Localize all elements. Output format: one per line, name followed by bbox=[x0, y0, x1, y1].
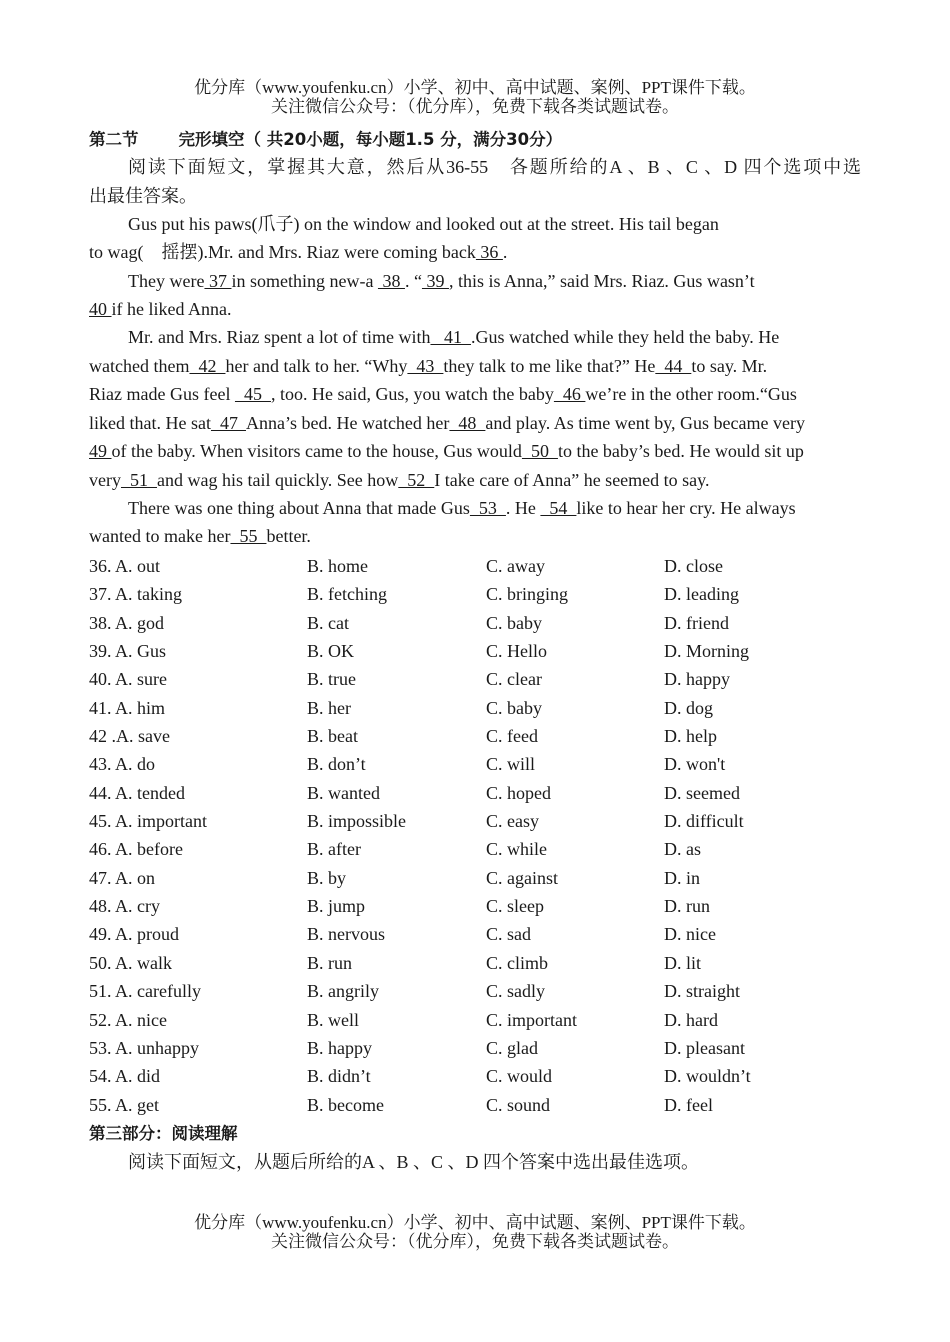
option-a: 47. A. on bbox=[89, 867, 156, 888]
option-b: B. don’t bbox=[307, 754, 366, 775]
option-c: C. important bbox=[486, 1009, 577, 1030]
passage-line-8: liked that. He sat 47 Anna’s bed. He watched her 48 and play. As time went by, Gus became very bbox=[89, 413, 806, 433]
blank-38: 38 bbox=[377, 271, 405, 291]
blank-42: 42 bbox=[189, 356, 226, 376]
blank-51: 51 bbox=[120, 470, 157, 490]
passage-line-10: very 51 and wag his tail quickly. See how 52 I take care of Anna” he seemed to say. bbox=[89, 470, 710, 490]
option-c: C. baby bbox=[486, 612, 542, 633]
option-b: B. happy bbox=[307, 1037, 372, 1058]
blank-39: 39 bbox=[421, 271, 449, 291]
blank-43: 43 bbox=[407, 356, 444, 376]
option-a: 49. A. proud bbox=[89, 924, 179, 945]
option-a: 54. A. did bbox=[89, 1066, 161, 1087]
option-a: 52. A. nice bbox=[89, 1009, 167, 1030]
option-c: C. while bbox=[486, 839, 547, 860]
option-c: C. sadly bbox=[486, 981, 546, 1002]
blank-52: 52 bbox=[398, 470, 435, 490]
option-a: 46. A. before bbox=[89, 839, 183, 860]
passage-line-12: wanted to make her 55 better. bbox=[89, 526, 311, 546]
blank-46: 46 bbox=[553, 384, 586, 404]
option-a: 50. A. walk bbox=[89, 952, 172, 973]
option-d: D. nice bbox=[664, 924, 716, 945]
option-c: C. hoped bbox=[486, 782, 551, 803]
section-3-instruction: 阅读下面短文，从题后所给的A 、B 、C 、D 四个答案中选出最佳选项。 bbox=[128, 1152, 700, 1172]
option-d: D. in bbox=[664, 867, 700, 888]
option-c: C. Hello bbox=[486, 641, 547, 662]
option-row-38 bbox=[89, 609, 869, 637]
option-b: B. become bbox=[307, 1094, 384, 1115]
option-d: D. feel bbox=[664, 1094, 713, 1115]
option-d: D. difficult bbox=[664, 811, 744, 832]
option-b: B. OK bbox=[307, 641, 355, 662]
option-a: 41. A. him bbox=[89, 697, 166, 718]
option-b: B. nervous bbox=[307, 924, 385, 945]
section-2-label: 第二节 bbox=[89, 130, 139, 149]
passage-line-4: 40 if he liked Anna. bbox=[89, 299, 232, 319]
page-header bbox=[0, 78, 950, 116]
option-c: C. clear bbox=[486, 669, 542, 690]
option-b: B. beat bbox=[307, 726, 358, 747]
option-b: B. fetching bbox=[307, 584, 387, 605]
passage-line-9: 49 of the baby. When visitors came to the house, Gus would 50 to the baby’s bed. He would sit up bbox=[89, 441, 804, 461]
blank-53: 53 bbox=[469, 498, 506, 518]
header-line-2: 关注微信公众号：（优分库），免费下载各类试题试卷。 bbox=[271, 97, 679, 116]
option-a: 44. A. tended bbox=[89, 782, 185, 803]
option-row-55 bbox=[89, 1091, 869, 1119]
option-b: B. angrily bbox=[307, 981, 379, 1002]
option-c: C. glad bbox=[486, 1037, 538, 1058]
option-a: 39. A. Gus bbox=[89, 641, 167, 662]
option-c: C. bringing bbox=[486, 584, 569, 605]
section-3-title: 第三部分：阅读理解 bbox=[89, 1124, 238, 1143]
option-row-40 bbox=[89, 665, 869, 693]
option-d: D. dog bbox=[664, 697, 713, 718]
option-d: D. lit bbox=[664, 952, 702, 973]
option-b: B. true bbox=[307, 669, 356, 690]
option-d: D. friend bbox=[664, 612, 729, 633]
option-d: D. happy bbox=[664, 669, 730, 690]
passage-line-6: watched them 42 her and talk to her. “Why 43 they talk to me like that?” He 44 to say. Mr. bbox=[89, 356, 768, 376]
option-b: B. cat bbox=[307, 612, 349, 633]
option-a: 36. A. out bbox=[89, 556, 161, 576]
option-row-39 bbox=[89, 637, 869, 665]
option-a: 43. A. do bbox=[89, 754, 156, 775]
option-d: D. pleasant bbox=[664, 1037, 745, 1058]
option-row-41 bbox=[89, 694, 869, 722]
option-c: C. sound bbox=[486, 1094, 551, 1115]
option-d: D. wouldn’t bbox=[664, 1066, 751, 1087]
section-2-instruction-1: 阅读下面短文，掌握其大意，然后从36-55 各题所给的A 、B 、C 、D 四个选项中选 bbox=[128, 157, 861, 177]
blank-44: 44 bbox=[655, 356, 692, 376]
option-d: D. as bbox=[664, 839, 701, 860]
blank-55: 55 bbox=[230, 526, 267, 546]
option-row-45 bbox=[89, 807, 869, 835]
footer-line-2: 关注微信公众号：（优分库），免费下载各类试题试卷。 bbox=[271, 1232, 679, 1251]
option-a: 40. A. sure bbox=[89, 669, 167, 690]
blank-41: 41 bbox=[430, 327, 471, 347]
passage-line-5: Mr. and Mrs. Riaz spent a lot of time with 41 .Gus watched while they held the baby. He bbox=[128, 327, 780, 347]
option-b: B. by bbox=[307, 867, 347, 888]
blank-54: 54 bbox=[540, 498, 577, 518]
passage-line-1: Gus put his paws(爪子) on the window and looked out at the street. His tail began bbox=[128, 214, 719, 234]
passage-line-2: to wag( 摇摆).Mr. and Mrs. Riaz were coming back 36 . bbox=[89, 242, 508, 262]
option-b: B. run bbox=[307, 952, 352, 973]
option-row-42 bbox=[89, 722, 869, 750]
option-b: B. jump bbox=[307, 896, 366, 917]
page-footer bbox=[0, 1213, 950, 1251]
option-a: 51. A. carefully bbox=[89, 981, 201, 1002]
footer-line-1: 优分库（www.youfenku.cn）小学、初中、高中试题、案例、PPT课件下载。 bbox=[194, 1213, 756, 1232]
option-row-48 bbox=[89, 892, 869, 920]
header-line-1: 优分库（www.youfenku.cn）小学、初中、高中试题、案例、PPT课件下载。 bbox=[194, 78, 756, 97]
option-row-47 bbox=[89, 864, 869, 892]
option-b: B. after bbox=[307, 839, 361, 860]
option-d: D. seemed bbox=[664, 782, 740, 803]
option-a: 55. A. get bbox=[89, 1094, 159, 1115]
option-row-52 bbox=[89, 1006, 869, 1034]
option-row-43 bbox=[89, 750, 869, 778]
passage-line-11: There was one thing about Anna that made Gus 53 . He 54 like to hear her cry. He always bbox=[128, 498, 796, 518]
option-row-51 bbox=[89, 977, 869, 1005]
passage-line-7: Riaz made Gus feel 45 , too. He said, Gus, you watch the baby 46 we’re in the other room.“Gus bbox=[89, 384, 797, 404]
option-c: C. climb bbox=[486, 952, 548, 973]
option-row-36 bbox=[89, 552, 869, 580]
option-d: D. leading bbox=[664, 584, 739, 605]
option-c: C. sad bbox=[486, 924, 531, 945]
option-d: D. help bbox=[664, 726, 717, 747]
option-b: B. didn’t bbox=[307, 1066, 371, 1087]
option-d: D. run bbox=[664, 896, 710, 917]
section-2-instruction-2: 出最佳答案。 bbox=[89, 186, 197, 206]
section-2-title bbox=[89, 125, 562, 154]
option-d: D. won't bbox=[664, 754, 726, 775]
option-b: B. impossible bbox=[307, 811, 407, 832]
option-d: D. Morning bbox=[664, 641, 749, 662]
option-a: 53. A. unhappy bbox=[89, 1037, 199, 1058]
passage-line-3: They were 37 in something new-a 38 . “ 39 , this is Anna,” said Mrs. Riaz. Gus wasn’t bbox=[128, 271, 755, 291]
blank-36: 36 bbox=[475, 242, 503, 262]
option-d: D. close bbox=[664, 556, 723, 576]
option-c: C. sleep bbox=[486, 896, 544, 917]
option-c: C. easy bbox=[486, 811, 539, 832]
option-a: 42 .A. save bbox=[89, 726, 170, 747]
option-d: D. hard bbox=[664, 1009, 718, 1030]
option-c: C. will bbox=[486, 754, 536, 775]
option-a: 45. A. important bbox=[89, 811, 207, 832]
option-c: C. away bbox=[486, 556, 545, 576]
option-b: B. well bbox=[307, 1009, 359, 1030]
blank-48: 48 bbox=[449, 413, 486, 433]
blank-40: 40 bbox=[89, 299, 112, 319]
option-row-54 bbox=[89, 1062, 869, 1090]
option-row-50 bbox=[89, 949, 869, 977]
blank-47: 47 bbox=[210, 413, 246, 433]
option-d: D. straight bbox=[664, 981, 740, 1002]
option-c: C. feed bbox=[486, 726, 538, 747]
option-a: 37. A. taking bbox=[89, 584, 182, 605]
blank-49: 49 bbox=[89, 441, 112, 461]
option-b: B. home bbox=[307, 556, 368, 576]
option-a: 48. A. cry bbox=[89, 896, 160, 917]
blank-37: 37 bbox=[204, 271, 232, 291]
option-row-53 bbox=[89, 1034, 869, 1062]
option-a: 38. A. god bbox=[89, 612, 165, 633]
blank-45: 45 bbox=[234, 384, 271, 404]
blank-50: 50 bbox=[521, 441, 558, 461]
option-row-49 bbox=[89, 920, 869, 948]
option-row-46 bbox=[89, 835, 869, 863]
option-b: B. her bbox=[307, 697, 351, 718]
option-row-37 bbox=[89, 580, 869, 608]
option-c: C. against bbox=[486, 867, 558, 888]
option-row-44 bbox=[89, 779, 869, 807]
options-table bbox=[89, 552, 869, 1119]
option-b: B. wanted bbox=[307, 782, 380, 803]
section-2-heading: 完形填空（ 共20小题，每小题1.5 分，满分30分） bbox=[178, 130, 563, 149]
option-c: C. would bbox=[486, 1066, 553, 1087]
option-c: C. baby bbox=[486, 697, 542, 718]
